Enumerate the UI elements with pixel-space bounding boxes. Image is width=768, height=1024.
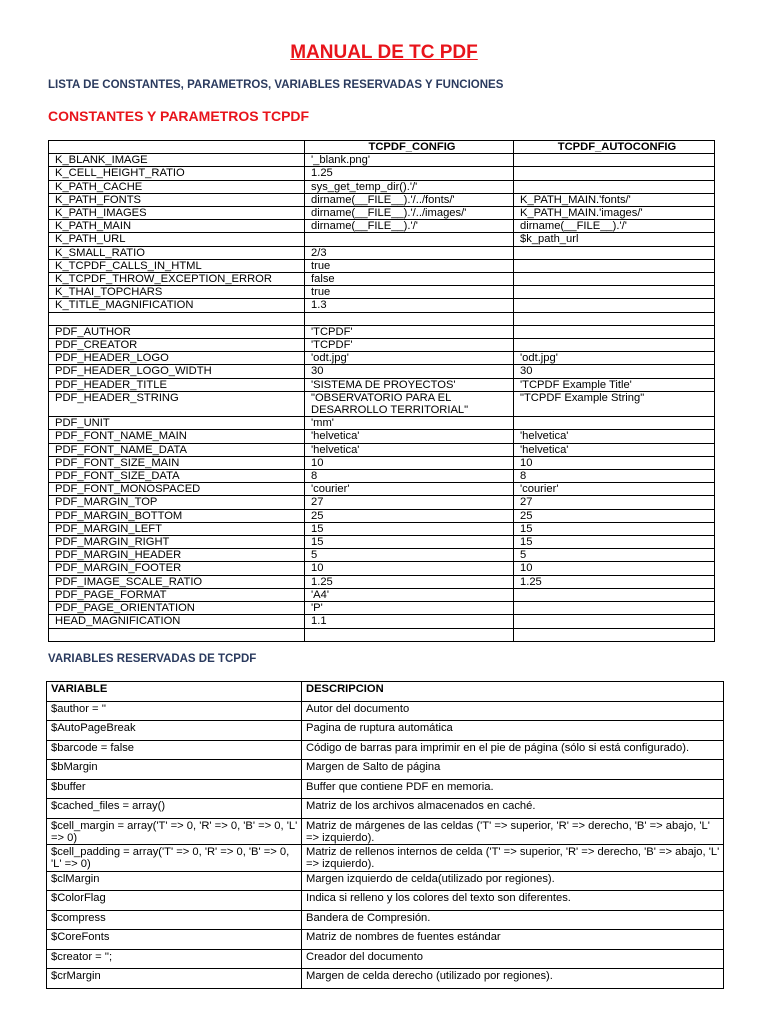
table-cell: K_PATH_CACHE xyxy=(49,180,305,193)
table-row xyxy=(49,259,715,272)
table-cell: Margen izquierdo de celda(utilizado por regiones). xyxy=(302,871,724,891)
table-cell xyxy=(49,312,305,325)
header-cell: TCPDF_AUTOCONFIG xyxy=(514,141,715,154)
table-row xyxy=(49,365,715,378)
table-cell: false xyxy=(305,273,514,286)
table-cell: 'TCPDF' xyxy=(305,339,514,352)
table-cell: $creator = ''; xyxy=(47,949,302,969)
table-cell: Bandera de Compresión. xyxy=(302,910,724,930)
table-cell: Autor del documento xyxy=(302,701,724,721)
table-cell: 8 xyxy=(305,470,514,483)
table-cell: K_THAI_TOPCHARS xyxy=(49,286,305,299)
table-cell: 'courier' xyxy=(305,483,514,496)
table-row xyxy=(47,740,724,760)
table-cell xyxy=(514,325,715,338)
table-cell: dirname(__FILE__).'/' xyxy=(514,220,715,233)
table-row xyxy=(49,456,715,469)
table-row xyxy=(49,562,715,575)
table-row xyxy=(49,430,715,443)
table-cell: Matriz de nombres de fuentes estándar xyxy=(302,930,724,950)
table-row xyxy=(49,312,715,325)
table-row xyxy=(47,721,724,741)
table-cell: 'odt.jpg' xyxy=(305,352,514,365)
table-cell: $buffer xyxy=(47,779,302,799)
table-row xyxy=(49,207,715,220)
table-cell: PDF_PAGE_FORMAT xyxy=(49,588,305,601)
table-cell: 8 xyxy=(514,470,715,483)
table-cell: $crMargin xyxy=(47,969,302,989)
table-row xyxy=(49,193,715,206)
table-row xyxy=(49,628,715,641)
table-cell: PDF_MARGIN_HEADER xyxy=(49,549,305,562)
table-row xyxy=(47,949,724,969)
table-cell: 30 xyxy=(305,365,514,378)
table-cell: 'courier' xyxy=(514,483,715,496)
table-cell: 27 xyxy=(305,496,514,509)
table-cell xyxy=(514,154,715,167)
table-cell: 'SISTEMA DE PROYECTOS' xyxy=(305,378,514,391)
table-cell: PDF_CREATOR xyxy=(49,339,305,352)
table-row xyxy=(49,220,715,233)
table-cell: 15 xyxy=(305,522,514,535)
table-cell: $bMargin xyxy=(47,760,302,780)
table-cell: 10 xyxy=(305,562,514,575)
table-cell: Creador del documento xyxy=(302,949,724,969)
table-cell: $CoreFonts xyxy=(47,930,302,950)
table-cell: PDF_HEADER_STRING xyxy=(49,391,305,416)
document-title: MANUAL DE TC PDF xyxy=(290,42,478,63)
table-cell: $AutoPageBreak xyxy=(47,721,302,741)
table-cell: 1.1 xyxy=(305,615,514,628)
table-cell: PDF_MARGIN_RIGHT xyxy=(49,536,305,549)
table-cell: K_TCPDF_THROW_EXCEPTION_ERROR xyxy=(49,273,305,286)
table-cell: $ColorFlag xyxy=(47,891,302,911)
table-cell xyxy=(514,602,715,615)
table-row xyxy=(49,588,715,601)
table-row xyxy=(47,891,724,911)
table-cell xyxy=(514,417,715,430)
table-row xyxy=(49,273,715,286)
table-row xyxy=(49,615,715,628)
table-cell: 5 xyxy=(305,549,514,562)
table-row xyxy=(49,549,715,562)
table-cell xyxy=(514,286,715,299)
table-cell: PDF_PAGE_ORIENTATION xyxy=(49,602,305,615)
table-row xyxy=(49,391,715,416)
table-cell: K_PATH_FONTS xyxy=(49,193,305,206)
table-row xyxy=(49,299,715,312)
table-row xyxy=(49,522,715,535)
table-cell: Indica si relleno y los colores del texto son diferentes. xyxy=(302,891,724,911)
table-cell: PDF_HEADER_TITLE xyxy=(49,378,305,391)
header-cell xyxy=(49,141,305,154)
table-cell: Buffer que contiene PDF en memoria. xyxy=(302,779,724,799)
table-cell xyxy=(49,628,305,641)
table-row xyxy=(49,167,715,180)
table-cell: 'helvetica' xyxy=(514,430,715,443)
table-cell: "TCPDF Example String" xyxy=(514,391,715,416)
document-subtitle: LISTA DE CONSTANTES, PARAMETROS, VARIABLES RESERVADAS Y FUNCIONES xyxy=(48,79,504,91)
table-cell: PDF_FONT_MONOSPACED xyxy=(49,483,305,496)
table-row xyxy=(47,760,724,780)
table-row xyxy=(49,443,715,456)
table-cell: 'A4' xyxy=(305,588,514,601)
table-cell: PDF_MARGIN_LEFT xyxy=(49,522,305,535)
table-cell: 27 xyxy=(514,496,715,509)
table-cell: PDF_UNIT xyxy=(49,417,305,430)
table-cell: K_TCPDF_CALLS_IN_HTML xyxy=(49,259,305,272)
table-cell: $k_path_url xyxy=(514,233,715,246)
table-row xyxy=(47,818,724,845)
table-cell: Matriz de márgenes de las celdas ('T' => superior, 'R' => derecho, 'B' => abajo, 'L' => izquierdo). xyxy=(302,818,724,845)
table-row xyxy=(49,233,715,246)
table-row xyxy=(49,352,715,365)
table-cell: K_PATH_MAIN xyxy=(49,220,305,233)
table-row xyxy=(47,701,724,721)
table-cell: Matriz de los archivos almacenados en caché. xyxy=(302,799,724,819)
table-cell: 10 xyxy=(514,562,715,575)
table-cell: K_PATH_IMAGES xyxy=(49,207,305,220)
table-cell xyxy=(514,273,715,286)
table-row xyxy=(49,339,715,352)
table-row xyxy=(49,536,715,549)
table-cell: 15 xyxy=(514,522,715,535)
table-cell: 10 xyxy=(514,456,715,469)
table-row xyxy=(49,378,715,391)
constants-table xyxy=(48,140,715,642)
table-cell: $cell_padding = array('T' => 0, 'R' => 0, 'B' => 0, 'L' => 0) xyxy=(47,845,302,872)
table-cell: $cached_files = array() xyxy=(47,799,302,819)
table-cell: Matriz de rellenos internos de celda ('T' => superior, 'R' => derecho, 'B' => abajo, 'L' => izquierdo). xyxy=(302,845,724,872)
table-cell: 'P' xyxy=(305,602,514,615)
table-cell xyxy=(514,312,715,325)
table-cell: '_blank.png' xyxy=(305,154,514,167)
table-cell: 15 xyxy=(305,536,514,549)
table-cell: K_SMALL_RATIO xyxy=(49,246,305,259)
table-cell: PDF_FONT_NAME_DATA xyxy=(49,443,305,456)
table-cell xyxy=(305,312,514,325)
variables-table xyxy=(46,681,724,989)
table-cell: 1.25 xyxy=(514,575,715,588)
table-row xyxy=(47,930,724,950)
header-cell: VARIABLE xyxy=(47,682,302,702)
table-cell: 'odt.jpg' xyxy=(514,352,715,365)
variables-table-header xyxy=(47,682,724,702)
table-cell: 30 xyxy=(514,365,715,378)
table-cell: 'mm' xyxy=(305,417,514,430)
table-cell: K_BLANK_IMAGE xyxy=(49,154,305,167)
table-row xyxy=(47,799,724,819)
table-cell: 5 xyxy=(514,549,715,562)
table-cell: $author = '' xyxy=(47,701,302,721)
table-cell: true xyxy=(305,286,514,299)
table-cell: PDF_MARGIN_TOP xyxy=(49,496,305,509)
table-row xyxy=(47,779,724,799)
table-cell: 1.3 xyxy=(305,299,514,312)
table-cell: K_PATH_MAIN.'images/' xyxy=(514,207,715,220)
table-cell: 1.25 xyxy=(305,167,514,180)
table-cell: PDF_HEADER_LOGO xyxy=(49,352,305,365)
table-cell: PDF_HEADER_LOGO_WIDTH xyxy=(49,365,305,378)
table-cell xyxy=(514,167,715,180)
table-cell: 2/3 xyxy=(305,246,514,259)
table-cell: true xyxy=(305,259,514,272)
table-row xyxy=(49,246,715,259)
header-cell: TCPDF_CONFIG xyxy=(305,141,514,154)
table-cell: K_PATH_MAIN.'fonts/' xyxy=(514,193,715,206)
table-cell: 'helvetica' xyxy=(514,443,715,456)
table-cell: $compress xyxy=(47,910,302,930)
table-cell: 15 xyxy=(514,536,715,549)
table-cell: 'helvetica' xyxy=(305,430,514,443)
section-heading-constants: CONSTANTES Y PARAMETROS TCPDF xyxy=(48,108,310,124)
table-cell: K_CELL_HEIGHT_RATIO xyxy=(49,167,305,180)
section-heading-variables: VARIABLES RESERVADAS DE TCPDF xyxy=(48,653,257,665)
table-row xyxy=(49,154,715,167)
header-cell: DESCRIPCION xyxy=(302,682,724,702)
table-cell xyxy=(514,615,715,628)
table-cell: dirname(__FILE__).'/../fonts/' xyxy=(305,193,514,206)
table-cell: PDF_MARGIN_FOOTER xyxy=(49,562,305,575)
table-cell: PDF_FONT_NAME_MAIN xyxy=(49,430,305,443)
table-cell: K_PATH_URL xyxy=(49,233,305,246)
table-row xyxy=(47,910,724,930)
table-cell xyxy=(514,628,715,641)
table-cell: HEAD_MAGNIFICATION xyxy=(49,615,305,628)
table-row xyxy=(49,180,715,193)
table-row xyxy=(49,325,715,338)
table-cell: 25 xyxy=(514,509,715,522)
table-cell xyxy=(514,259,715,272)
table-cell: $cell_margin = array('T' => 0, 'R' => 0, 'B' => 0, 'L' => 0) xyxy=(47,818,302,845)
table-cell: 25 xyxy=(305,509,514,522)
table-cell: Margen de Salto de página xyxy=(302,760,724,780)
table-cell: PDF_IMAGE_SCALE_RATIO xyxy=(49,575,305,588)
table-cell: dirname(__FILE__).'/' xyxy=(305,220,514,233)
table-cell: $barcode = false xyxy=(47,740,302,760)
table-cell: PDF_AUTHOR xyxy=(49,325,305,338)
table-row xyxy=(47,969,724,989)
table-cell: K_TITLE_MAGNIFICATION xyxy=(49,299,305,312)
table-row xyxy=(49,496,715,509)
table-cell: $clMargin xyxy=(47,871,302,891)
table-cell xyxy=(514,299,715,312)
table-cell: 'TCPDF' xyxy=(305,325,514,338)
table-cell: 'TCPDF Example Title' xyxy=(514,378,715,391)
table-row xyxy=(49,483,715,496)
table-row xyxy=(49,417,715,430)
table-cell xyxy=(514,180,715,193)
table-cell: "OBSERVATORIO PARA EL DESARROLLO TERRITORIAL" xyxy=(305,391,514,416)
table-row xyxy=(49,286,715,299)
table-row xyxy=(49,602,715,615)
table-cell xyxy=(305,233,514,246)
table-row xyxy=(49,575,715,588)
table-cell: 'helvetica' xyxy=(305,443,514,456)
table-cell: 10 xyxy=(305,456,514,469)
table-row xyxy=(49,470,715,483)
table-cell xyxy=(305,628,514,641)
table-cell: PDF_FONT_SIZE_DATA xyxy=(49,470,305,483)
table-cell: Código de barras para imprimir en el pie de página (sólo si está configurado). xyxy=(302,740,724,760)
table-cell: dirname(__FILE__).'/../images/' xyxy=(305,207,514,220)
table-cell xyxy=(514,339,715,352)
table-cell: PDF_FONT_SIZE_MAIN xyxy=(49,456,305,469)
table-row xyxy=(47,871,724,891)
table-cell: PDF_MARGIN_BOTTOM xyxy=(49,509,305,522)
table-row xyxy=(47,845,724,872)
constants-table-header xyxy=(49,141,715,154)
table-row xyxy=(49,509,715,522)
table-cell: Margen de celda derecho (utilizado por regiones). xyxy=(302,969,724,989)
table-cell: sys_get_temp_dir().'/' xyxy=(305,180,514,193)
table-cell: 1.25 xyxy=(305,575,514,588)
table-cell: Pagina de ruptura automática xyxy=(302,721,724,741)
table-cell xyxy=(514,588,715,601)
table-cell xyxy=(514,246,715,259)
